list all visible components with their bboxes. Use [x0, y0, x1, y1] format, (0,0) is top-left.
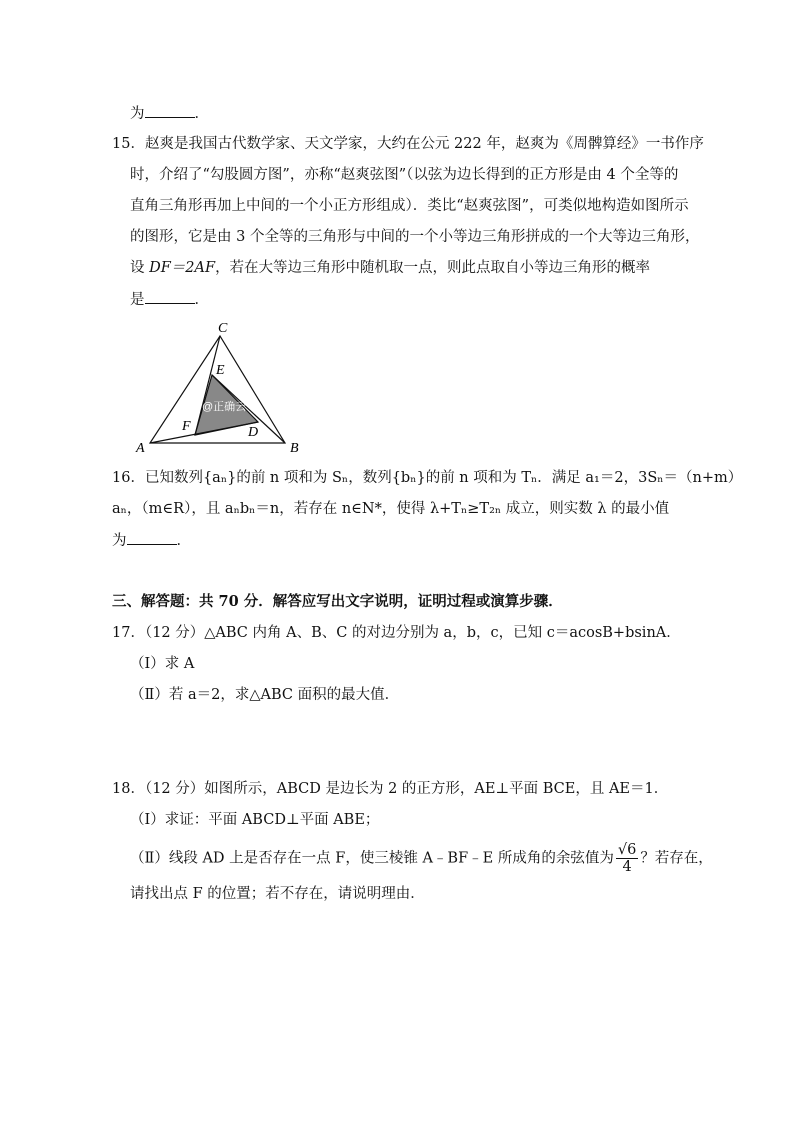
q18-part2-post: ？若存在， [640, 850, 713, 867]
q16-prefix: 为 [112, 533, 127, 549]
q15-line-4: 的图形，它是由 3 个全等的三角形与中间的一个小等边三角形拼成的一个大等边三角形， [130, 229, 700, 245]
q16-blank [127, 530, 177, 545]
label-C: C [218, 321, 228, 336]
q18-stem: 18．（12 分）如图所示，ABCD 是边长为 2 的正方形，AE⊥平面 BCE，且 AE＝1． [112, 781, 669, 797]
q18-part2-pre: （Ⅱ）线段 AD 上是否存在一点 F，使三棱锥 A﹣BF﹣E 所成角的余弦值为 [130, 850, 614, 867]
q15-prefix: 是 [130, 292, 145, 308]
label-E: E [216, 363, 225, 378]
figure-watermark: @正确云 [202, 401, 247, 413]
q15-equation: DF＝2AF [149, 260, 216, 276]
q18-part-3: 请找出点 F 的位置；若不存在，请说明理由． [130, 886, 425, 902]
q15-line-2: 时，介绍了“勾股圆方图”，亦称“赵爽弦图”（以弦为边长得到的正方形是由 4 个全等的 [130, 167, 679, 183]
label-F: F [182, 419, 191, 434]
q15-line5-post: ，若在大等边三角形中随机取一点，则此点取自小等边三角形的概率 [215, 260, 651, 276]
q17-stem: 17．（12 分）△ABC 内角 A、B、C 的对边分别为 a，b，c，已知 c＝acosB+bsinA． [112, 625, 681, 641]
q18-part-2 [130, 842, 713, 875]
q14-answer-line [130, 103, 209, 124]
q16-line-1: 16．已知数列{aₙ}的前 n 项和为 Sₙ，数列{bₙ}的前 n 项和为 Tₙ．满足 a₁＝2，3Sₙ＝（n+m） [112, 470, 743, 486]
label-A: A [136, 441, 145, 456]
q16-answer-line [112, 530, 191, 551]
cosine-fraction [616, 842, 638, 875]
triangle-figure [130, 318, 310, 458]
q15-line-3: 直角三角形再加上中间的一个小正方形组成）．类比“赵爽弦图”，可类似地构造如图所示 [130, 198, 689, 214]
q14-prefix: 为 [130, 106, 145, 122]
fraction-numerator: √6 [617, 842, 637, 858]
q15-blank [145, 289, 195, 304]
q16-suffix: ． [176, 533, 191, 549]
fraction-denominator: 4 [622, 859, 632, 875]
q15-answer-line [130, 289, 209, 310]
q14-blank [145, 103, 195, 118]
q15-line-1: 15．赵爽是我国古代数学家、天文学家，大约在公元 222 年，赵爽为《周髀算经》一书作序 [112, 136, 704, 152]
q15-suffix: ． [194, 292, 209, 308]
q15-line-5 [130, 258, 650, 278]
q14-suffix: ． [194, 106, 209, 122]
q15-line5-pre: 设 [130, 260, 150, 276]
q17-part-2: （Ⅱ）若 a＝2，求△ABC 面积的最大值． [130, 687, 400, 703]
q16-line-2: aₙ，（m∈R），且 aₙbₙ＝n，若存在 n∈N*，使得 λ+Tₙ≥T₂ₙ 成立，则实数 λ 的最小值 [112, 501, 670, 517]
label-D: D [248, 425, 259, 440]
section-3-heading: 三、解答题：共 70 分．解答应写出文字说明，证明过程或演算步骤． [112, 593, 563, 610]
label-B: B [290, 441, 299, 456]
q18-part-1: （Ⅰ）求证：平面 ABCD⊥平面 ABE； [130, 812, 380, 828]
q17-part-1: （Ⅰ）求 A [130, 656, 195, 672]
